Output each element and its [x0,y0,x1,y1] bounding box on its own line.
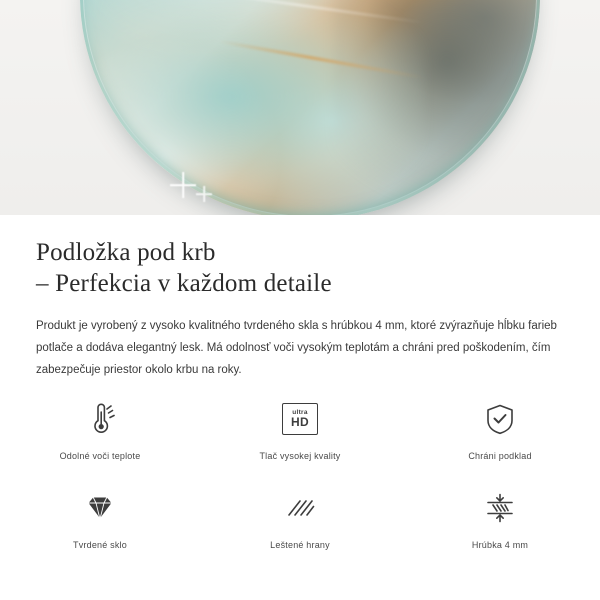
feature-label: Hrúbka 4 mm [471,540,529,550]
feature-item-surface-protection [400,390,600,465]
ultra-hd-badge-top: ultra [292,408,308,416]
shield-check-icon [477,396,523,442]
page-title [0,215,600,299]
feature-label: Chráni podklad [468,451,532,461]
feature-item-tempered-glass [0,479,200,554]
diamond-icon [77,485,123,531]
feature-item-print-quality [200,390,400,465]
feature-grid [0,390,600,554]
glass-board-image [80,0,540,215]
feature-label: Tlač vysokej kvality [259,451,341,461]
product-description: Produkt je vyrobený z vysoko kvalitného tvrdeného skla s hrúbkou 4 mm, ktoré zvýrazňuje hĺbku farieb potlače a dodáva elegantný lesk. Má odolnosť voči vysokým teplotám a chráni pred poškodením, čím zabezpečuje priestor okolo krbu na roky. [36,320,557,376]
feature-item-temperature [0,390,200,465]
feature-item-polished-edges [200,479,400,554]
thermometer-icon [77,396,123,442]
feature-label: Tvrdené sklo [73,540,127,550]
text-content [0,215,600,381]
polished-edges-icon [277,485,323,531]
ultra-hd-badge-bottom: HD [291,415,309,430]
hero-image [0,0,600,215]
feature-label: Leštené hrany [270,540,330,550]
thickness-icon [477,485,523,531]
headline-line-2: – Perfekcia v každom detaile [36,270,332,297]
ultra-hd-icon [277,396,323,442]
marble-swirl-teal [103,0,425,215]
feature-label: Odolné voči teplote [59,451,141,461]
feature-item-thickness [400,479,600,554]
headline-line-1: Podložka pod krb [36,239,216,266]
